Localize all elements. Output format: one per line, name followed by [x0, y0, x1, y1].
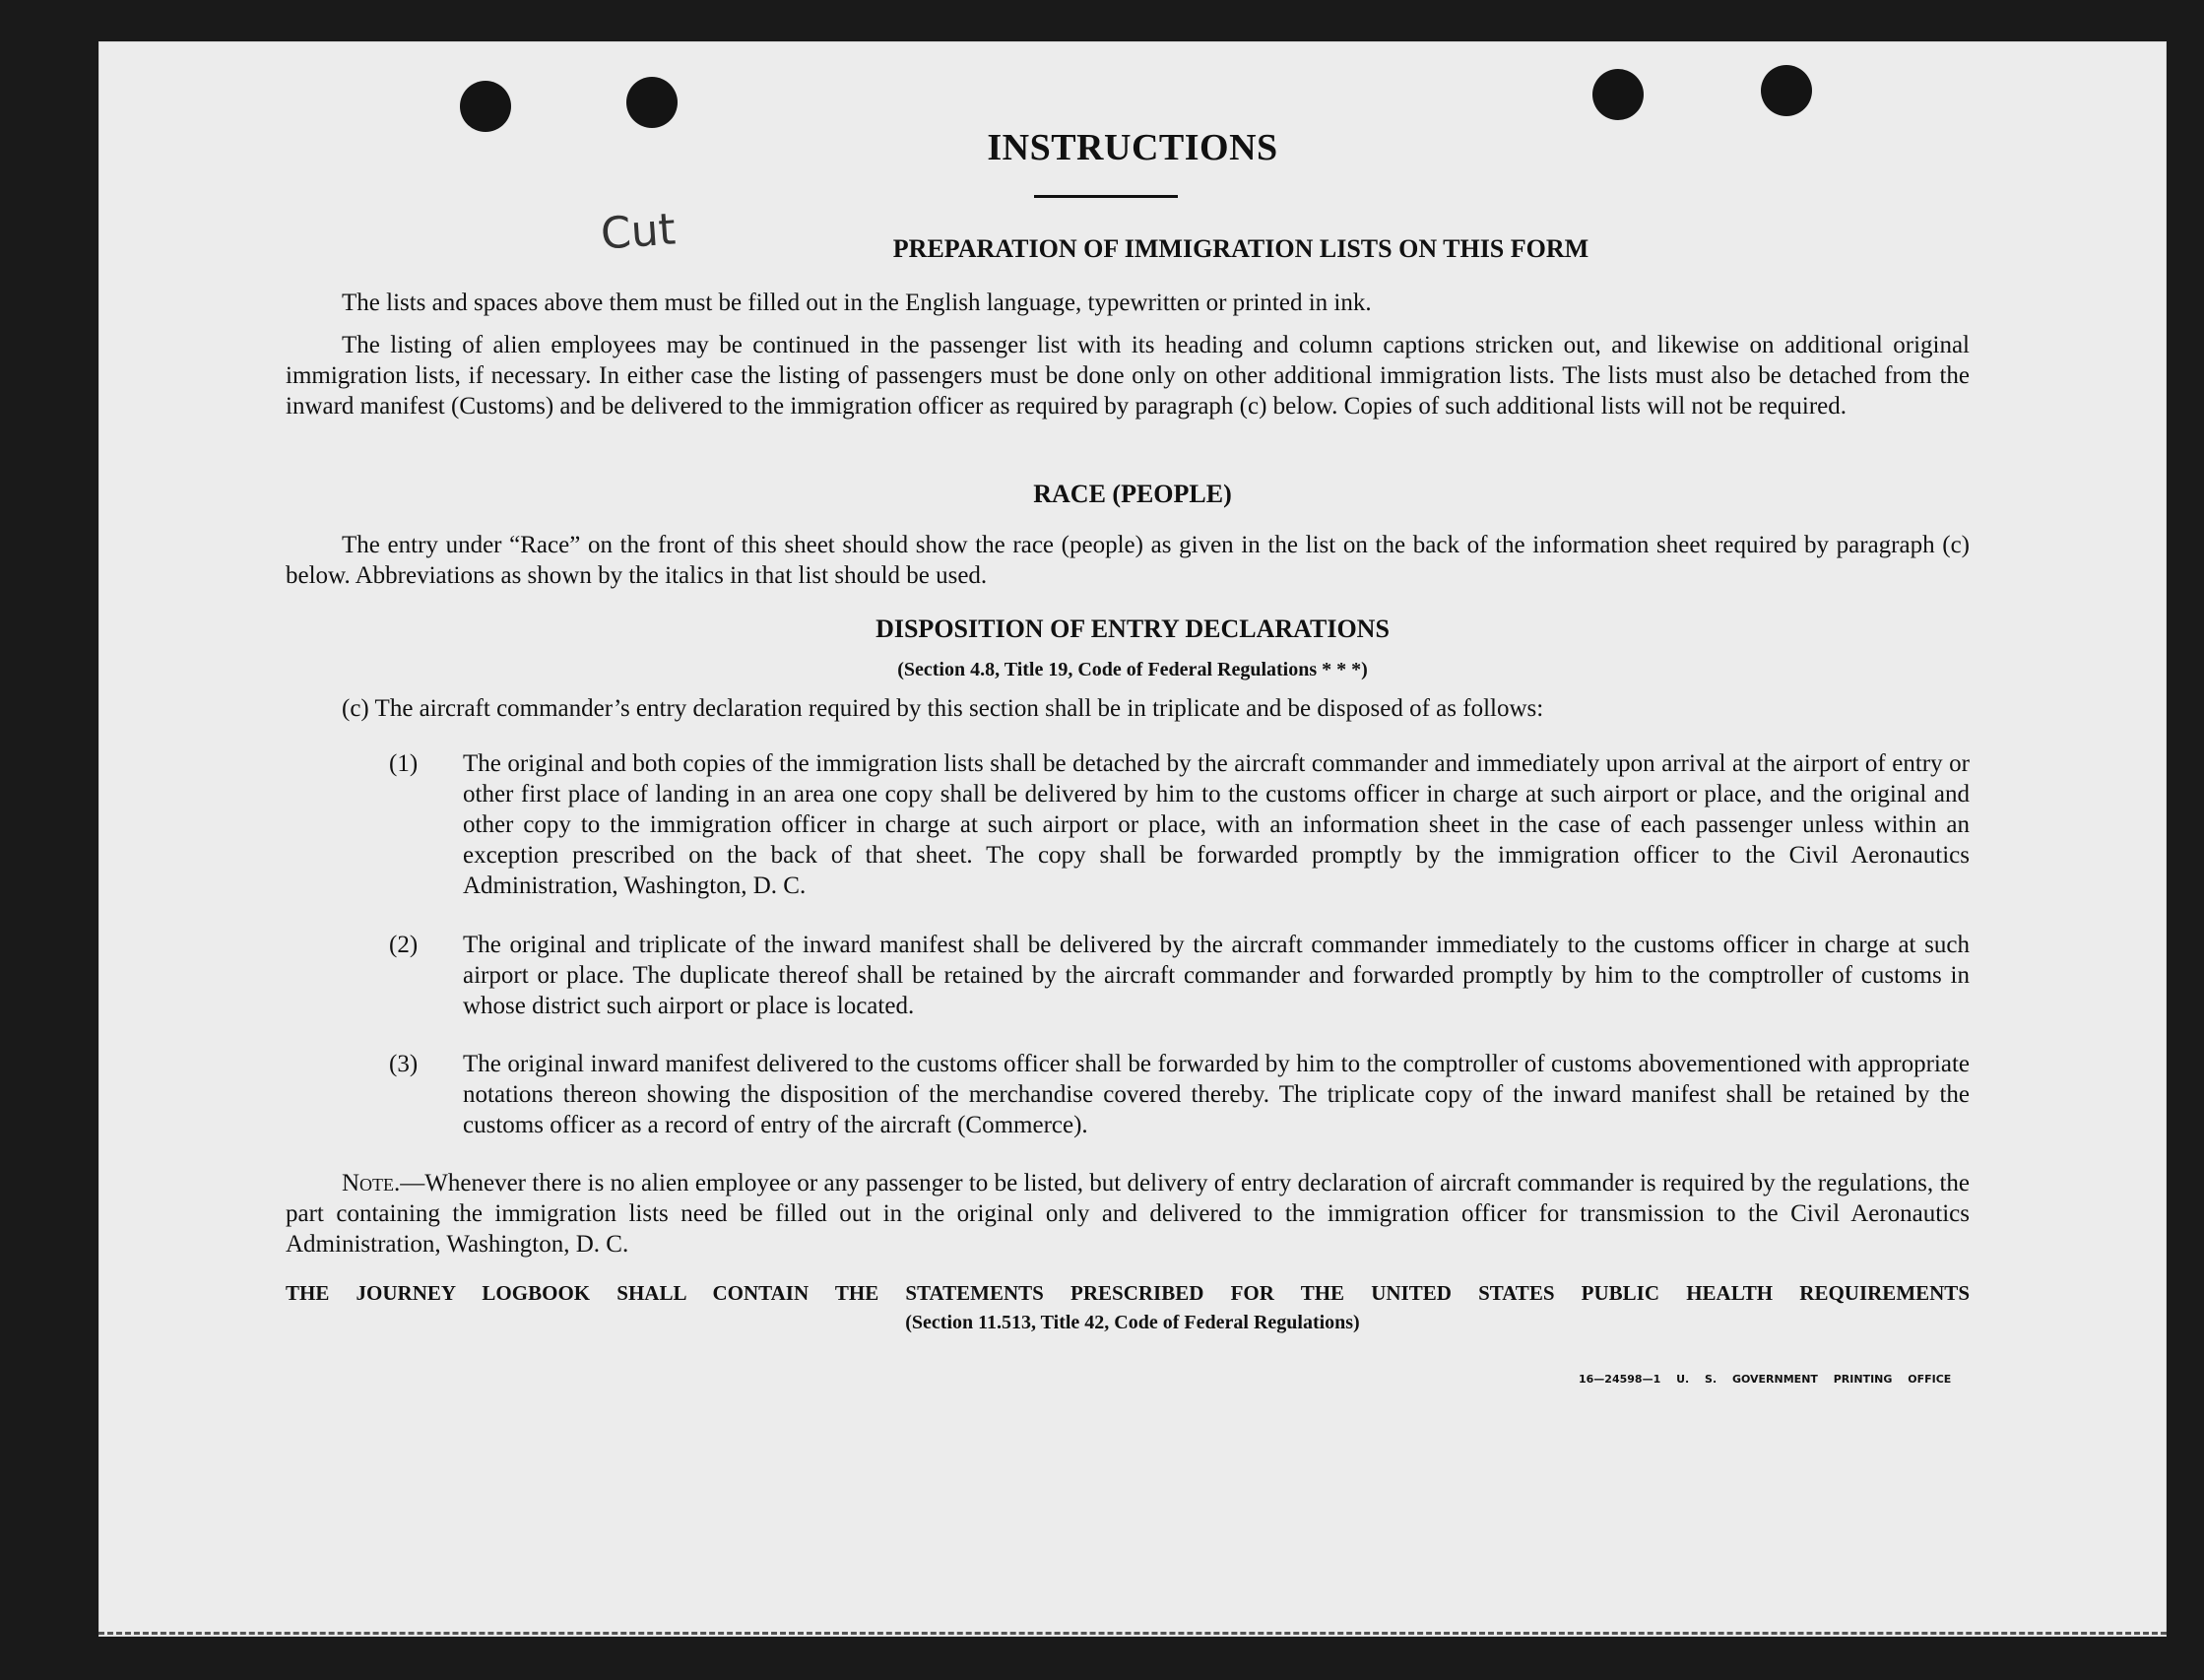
item-text: The original and triplicate of the inward manifest shall be delivered by the aircraft commander immediately to the customs officer in charge at such airport or place. The duplicate thereof shall be retained by the aircraft commander and forwarded promptly by him to the comptroller of customs in whose district such airport or place is located.	[463, 932, 1970, 1019]
punch-hole	[1592, 69, 1644, 120]
printing-office: U. S. GOVERNMENT PRINTING OFFICE	[1676, 1373, 1952, 1386]
punch-hole	[1761, 65, 1812, 116]
note-text: —Whenever there is no alien employee or any passenger to be listed, but delivery of entry declaration of aircraft commander is required by the regulations, the part containing the immigration lists need be filled out in the original only and delivered to the immigration officer for transmission to the Civil Aeronautics Administration, Washington, D. C.	[286, 1170, 1970, 1258]
item-text: The original inward manifest delivered to the customs officer shall be forwarded by him to the comptroller of customs abovementioned with appropriate notations thereon showing the disposition of the merchandise covered thereby. The triplicate copy of the inward manifest shall be retained by the customs officer as a record of entry of the aircraft (Commerce).	[463, 1051, 1970, 1138]
citation-title-19: (Section 4.8, Title 19, Code of Federal Regulations * * *)	[897, 659, 1368, 680]
form-number: 16—24598—1	[1579, 1373, 1661, 1386]
health-requirements-line: THE JOURNEY LOGBOOK SHALL CONTAIN THE STATEMENTS PRESCRIBED FOR THE UNITED STATES PUBLIC HEALTH REQUIREMENTS	[286, 1281, 1970, 1305]
handwritten-mark: Cut	[599, 204, 678, 260]
punch-hole	[626, 77, 678, 128]
paragraph-language: The lists and spaces above them must be filled out in the English language, typewritten or printed in ink.	[342, 290, 1372, 316]
item-number: (2)	[389, 932, 419, 958]
note-lead: Note.	[342, 1170, 401, 1196]
section-heading-race: RACE (PEOPLE)	[1033, 480, 1232, 508]
paragraph-intro-c: (c) The aircraft commander’s entry declaration required by this section shall be in triplicate and be disposed of as follows:	[342, 695, 1544, 722]
page-title: INSTRUCTIONS	[987, 127, 1278, 168]
document-page	[98, 41, 2167, 1637]
paragraph-race: The entry under “Race” on the front of this sheet should show the race (people) as given in the list on the back of the information sheet required by paragraph (c) below. Abbreviations as shown by the italics in that list should be used.	[286, 532, 1970, 589]
section-heading-preparation: PREPARATION OF IMMIGRATION LISTS ON THIS FORM	[892, 234, 1589, 263]
list-item	[389, 1049, 1970, 1140]
printer-imprint	[1579, 1373, 1951, 1386]
punch-hole	[460, 81, 511, 132]
note-paragraph	[286, 1168, 1970, 1260]
list-item	[389, 748, 1970, 901]
citation-title-42: (Section 11.513, Title 42, Code of Federal Regulations)	[905, 1312, 1360, 1333]
title-underline	[1034, 195, 1178, 198]
item-number: (3)	[389, 1051, 419, 1077]
item-text: The original and both copies of the immigration lists shall be detached by the aircraft commander and immediately upon arrival at the airport of entry or other first place of landing in an area one copy shall be delivered by him to the customs officer in charge at such airport or place, and the original and other copy to the immigration officer in charge at such airport or place, with an information sheet in the case of each passenger unless within an exception prescribed on the back of that sheet. The copy shall be forwarded promptly by the immigration officer to the Civil Aeronautics Administration, Washington, D. C.	[463, 750, 1970, 899]
paragraph-alien-employees: The listing of alien employees may be continued in the passenger list with its heading and column captions stricken out, and likewise on additional original immigration lists, if necessary. In either case the listing of passengers must be done only on other additional immigration lists. The lists must also be detached from the inward manifest (Customs) and be delivered to the immigration officer as required by paragraph (c) below. Copies of such additional lists will not be required.	[286, 332, 1970, 420]
perforation-line	[98, 1632, 2167, 1635]
list-item	[389, 930, 1970, 1021]
item-number: (1)	[389, 750, 419, 777]
section-heading-disposition: DISPOSITION OF ENTRY DECLARATIONS	[875, 614, 1390, 643]
